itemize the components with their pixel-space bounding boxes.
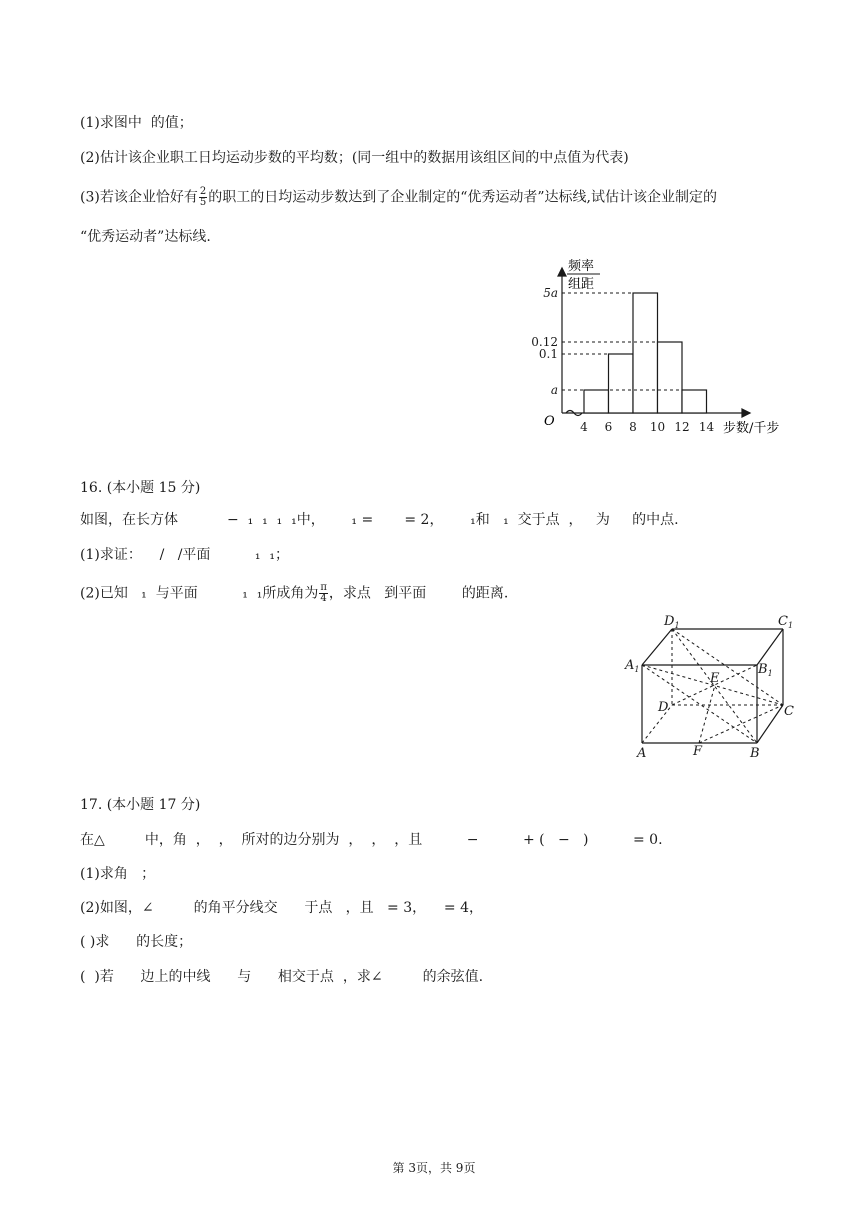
q17-header: 17. (本小题 17 分) [80, 797, 201, 813]
x-tick-label: 14 [698, 420, 715, 434]
q15-part3-pre: (3)若该企业恰好有 [80, 189, 198, 206]
chart-origin: O [544, 414, 555, 429]
x-axis-arrow [742, 409, 750, 417]
histogram-bar [633, 293, 658, 413]
x-tick-label: 12 [674, 420, 690, 434]
q15-part1: (1)求图中 的值； [80, 115, 193, 131]
label-B1: $B_1$ [758, 662, 773, 678]
q16-fraction-num: π [320, 582, 327, 593]
y-tick-label: 0.1 [538, 347, 558, 361]
q16-fraction-den: 4 [320, 593, 327, 604]
x-tick-label: 4 [580, 420, 588, 434]
q16-part1: (1)求证： / /平面 ₁ ₁； [80, 547, 290, 563]
label-D: D [658, 700, 669, 715]
y-tick-label: 5a [543, 286, 558, 300]
histogram-bar [609, 354, 634, 413]
q17-part1: (1)求角 ； [80, 866, 156, 882]
cuboid-figure [620, 605, 810, 765]
q16-part2 [80, 583, 508, 604]
q16-fraction [319, 583, 328, 604]
q16-part2-pre: (2)已知 ₁ 与平面 ₁ ₁所成角为 [80, 585, 319, 602]
q17-sub-ii: ( )若 边上的中线 与 相交于点 ，求∠ 的余弦值. [80, 969, 484, 985]
chart-xlabel: 步数/千步 [723, 421, 780, 436]
x-tick-label: 10 [649, 420, 666, 434]
q15-fraction-den: 5 [199, 197, 207, 208]
q17-sub-i: ( )求 的长度； [80, 934, 193, 950]
label-A1: $A_1$ [625, 658, 640, 674]
y-axis-arrow [558, 268, 566, 276]
q17-part2: (2)如图，∠ 的角平分线交 于点 ，且 = 3， = 4， [80, 900, 483, 916]
y-tick-label: a [550, 383, 558, 397]
chart-ylabel-den: 组距 [568, 277, 595, 292]
q15-fraction-num: 2 [199, 186, 207, 197]
label-B: B [750, 746, 760, 761]
chart-ylabel-num: 频率 [568, 259, 595, 274]
histogram-chart [520, 250, 810, 445]
histogram-bar [658, 342, 683, 413]
label-C1: $C_1$ [778, 614, 794, 630]
q15-part3-cont: “优秀运动者”达标线. [80, 229, 211, 245]
label-D1: $D_1$ [664, 614, 680, 630]
q16-header: 16. (本小题 15 分) [80, 480, 201, 496]
y-tick-label: 0.12 [531, 335, 558, 349]
label-F: F [693, 744, 703, 759]
page-footer: 第 3页，共 9页 [392, 1161, 476, 1175]
q15-fraction [199, 187, 207, 208]
label-E: E [710, 671, 720, 686]
x-tick-label: 6 [604, 420, 613, 434]
label-A: A [637, 746, 647, 761]
q17-line1: 在△ 中，角 ， ， 所对的边分别为 ， ， ，且 − + ( − ) = 0. [80, 832, 663, 848]
q16-line1: 如图，在长方体 − ₁ ₁ ₁ ₁中， ₁ = = 2， ₁和 ₁ 交于点 ， 为 的中点. [80, 512, 679, 528]
histogram-bar [584, 390, 609, 413]
q16-part2-post: ，求点 到平面 的距离. [328, 585, 509, 602]
histogram-bar [682, 390, 707, 413]
q15-part2: (2)估计该企业职工日均运动步数的平均数；(同一组中的数据用该组区间的中点值为代表) [80, 150, 629, 166]
label-C: C [784, 704, 794, 719]
q15-part3-post: 的职工的日均运动步数达到了企业制定的“优秀运动者”达标线,试估计该企业制定的 [208, 189, 717, 206]
x-tick-label: 8 [629, 420, 637, 434]
q15-part3 [80, 187, 717, 208]
